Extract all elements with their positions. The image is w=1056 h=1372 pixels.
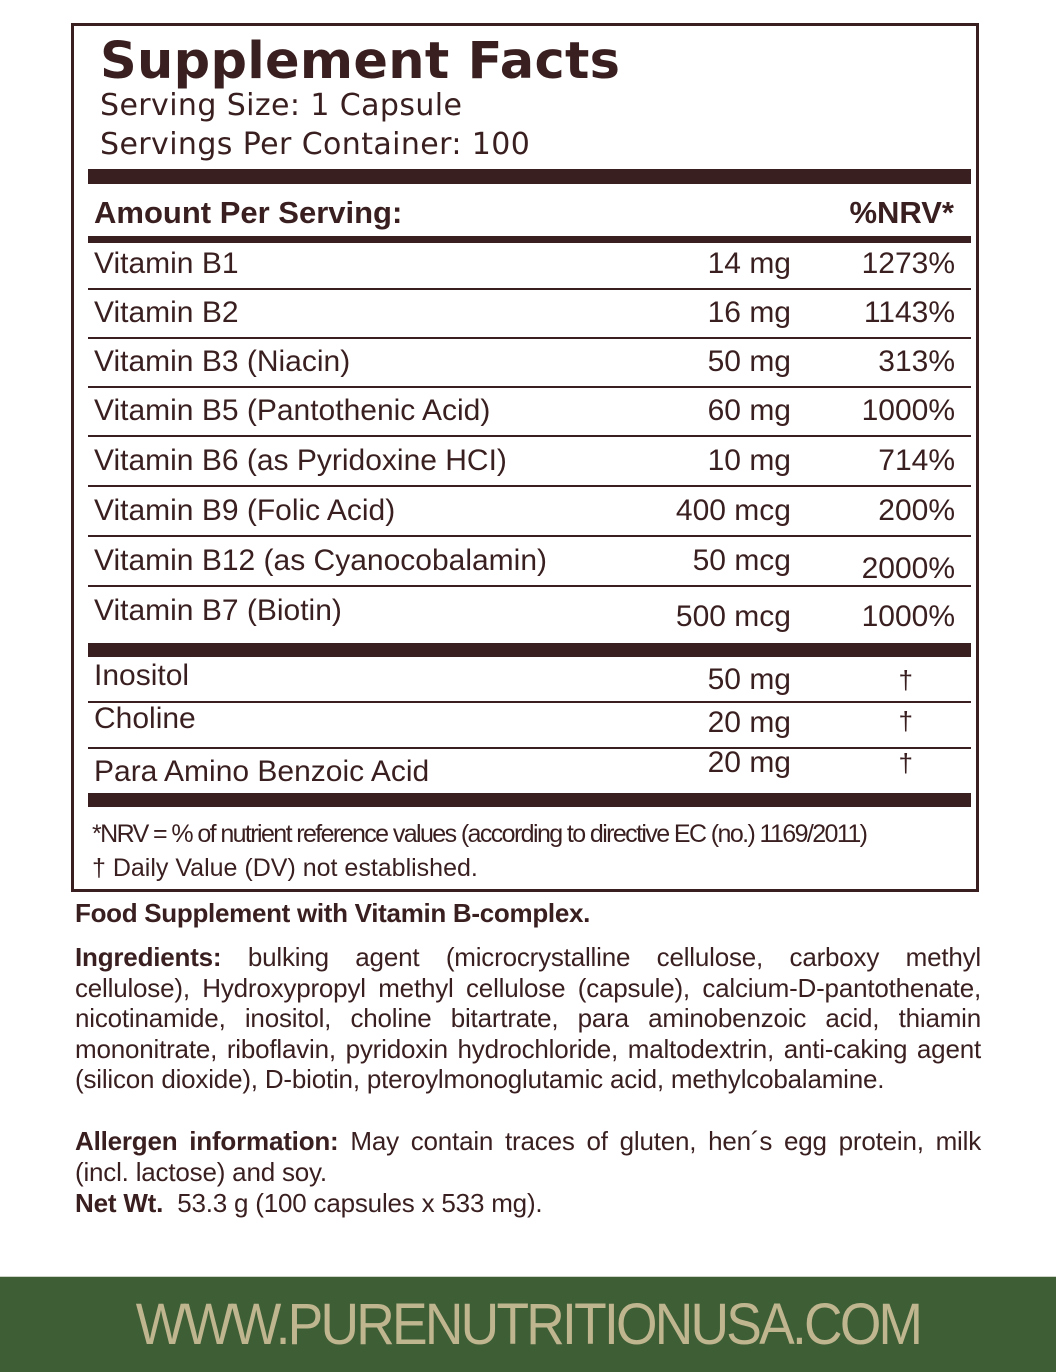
nrv-heading: %NRV*	[849, 195, 954, 230]
website-url[interactable]: WWW.PURENUTRITIONUSA.COM	[135, 1292, 921, 1357]
table-row	[88, 746, 971, 793]
nutrient-name: Vitamin B12 (as Cyanocobalamin)	[94, 544, 548, 577]
nutrient-name: Vitamin B3 (Niacin)	[94, 345, 351, 378]
nutrient-nrv: 1143%	[863, 296, 955, 329]
nrv-footnote: *NRV = % of nutrient reference values (according to directive EC (no.) 1169/2011)	[92, 820, 867, 848]
nutrient-name: Vitamin B9 (Folic Acid)	[94, 494, 396, 527]
product-description: Food Supplement with Vitamin B-complex.	[75, 898, 591, 928]
footer-banner	[0, 1276, 1056, 1372]
nutrient-nrv: 1273%	[861, 247, 955, 280]
table-row	[88, 437, 971, 487]
nutrient-name: Vitamin B6 (as Pyridoxine HCI)	[94, 444, 507, 477]
panel-title: Supplement Facts	[100, 32, 621, 91]
thick-divider	[88, 169, 971, 184]
dagger-icon: †	[898, 665, 913, 695]
nutrient-amount: 500 mcg	[675, 600, 791, 633]
allergen-paragraph	[75, 1126, 981, 1187]
allergen-label: Allergen information:	[75, 1126, 339, 1156]
nutrient-name: Vitamin B1	[94, 247, 239, 280]
dv-footnote: † Daily Value (DV) not established.	[92, 854, 478, 882]
nutrient-nrv: 200%	[878, 494, 955, 527]
nutrient-nrv: 313%	[878, 345, 955, 378]
table-row	[88, 289, 971, 339]
nutrient-amount: 16 mg	[707, 296, 791, 329]
net-weight	[75, 1188, 981, 1219]
nutrient-name: Vitamin B7 (Biotin)	[94, 594, 342, 627]
nutrient-amount: 60 mg	[707, 394, 791, 427]
ingredients-text: bulking agent (microcrystalline cellulose, carboxy methyl cellulose), Hydroxypropyl methyl cellulose (capsule), calcium-D-pantothenate, nicotinamide, inositol, choline bitartrate, para aminobenzoic acid, thiamin mononitrate, riboflavin, pyridoxin hydrochloride, maltodextrin, anti-caking agent (silicon dioxide), D-biotin, pteroylmonoglutamic acid, methylcobalamine.	[75, 942, 981, 1094]
nutrient-amount: 10 mg	[707, 444, 791, 477]
ingredients-label: Ingredients:	[75, 942, 222, 972]
nutrient-nrv: 1000%	[861, 600, 955, 633]
table-header	[94, 189, 954, 237]
servings-per-container: Servings Per Container: 100	[100, 127, 531, 162]
nutrient-amount: 50 mcg	[692, 544, 791, 577]
nutrient-nrv: 1000%	[861, 394, 955, 427]
nutrient-nrv: 2000%	[861, 552, 955, 585]
dagger-icon: †	[898, 706, 913, 736]
netwt-label: Net Wt.	[75, 1188, 164, 1218]
table-row	[88, 338, 971, 388]
nutrient-amount: 14 mg	[707, 247, 791, 280]
nutrient-amount: 20 mg	[707, 746, 791, 779]
supplement-facts-panel	[71, 23, 979, 892]
table-row	[88, 587, 971, 643]
nutrient-nrv: 714%	[878, 444, 955, 477]
nutrient-name: Vitamin B2	[94, 296, 239, 329]
amount-per-serving-heading: Amount Per Serving:	[94, 195, 403, 230]
nutrient-name: Para Amino Benzoic Acid	[94, 755, 430, 788]
nutrient-amount: 50 mg	[707, 663, 791, 696]
thick-divider	[88, 643, 971, 657]
nutrient-name: Choline	[94, 702, 196, 735]
allergen-text: May contain traces of gluten, hen´s egg protein, milk (incl. lactose) and soy.	[75, 1126, 981, 1187]
table-row	[88, 240, 971, 290]
table-row	[88, 656, 971, 703]
nutrient-amount: 400 mcg	[675, 494, 791, 527]
table-row	[88, 537, 971, 587]
netwt-text: 53.3 g (100 capsules x 533 mg).	[163, 1188, 543, 1218]
table-row	[88, 487, 971, 537]
dagger-icon: †	[898, 748, 913, 778]
ingredients-paragraph	[75, 942, 981, 1095]
nutrient-amount: 50 mg	[707, 345, 791, 378]
serving-size: Serving Size: 1 Capsule	[100, 88, 463, 123]
nutrient-name: Inositol	[94, 659, 190, 692]
nutrient-name: Vitamin B5 (Pantothenic Acid)	[94, 394, 491, 427]
table-row	[88, 387, 971, 437]
thick-divider	[88, 793, 971, 807]
nutrient-amount: 20 mg	[707, 706, 791, 739]
table-row	[88, 703, 971, 749]
